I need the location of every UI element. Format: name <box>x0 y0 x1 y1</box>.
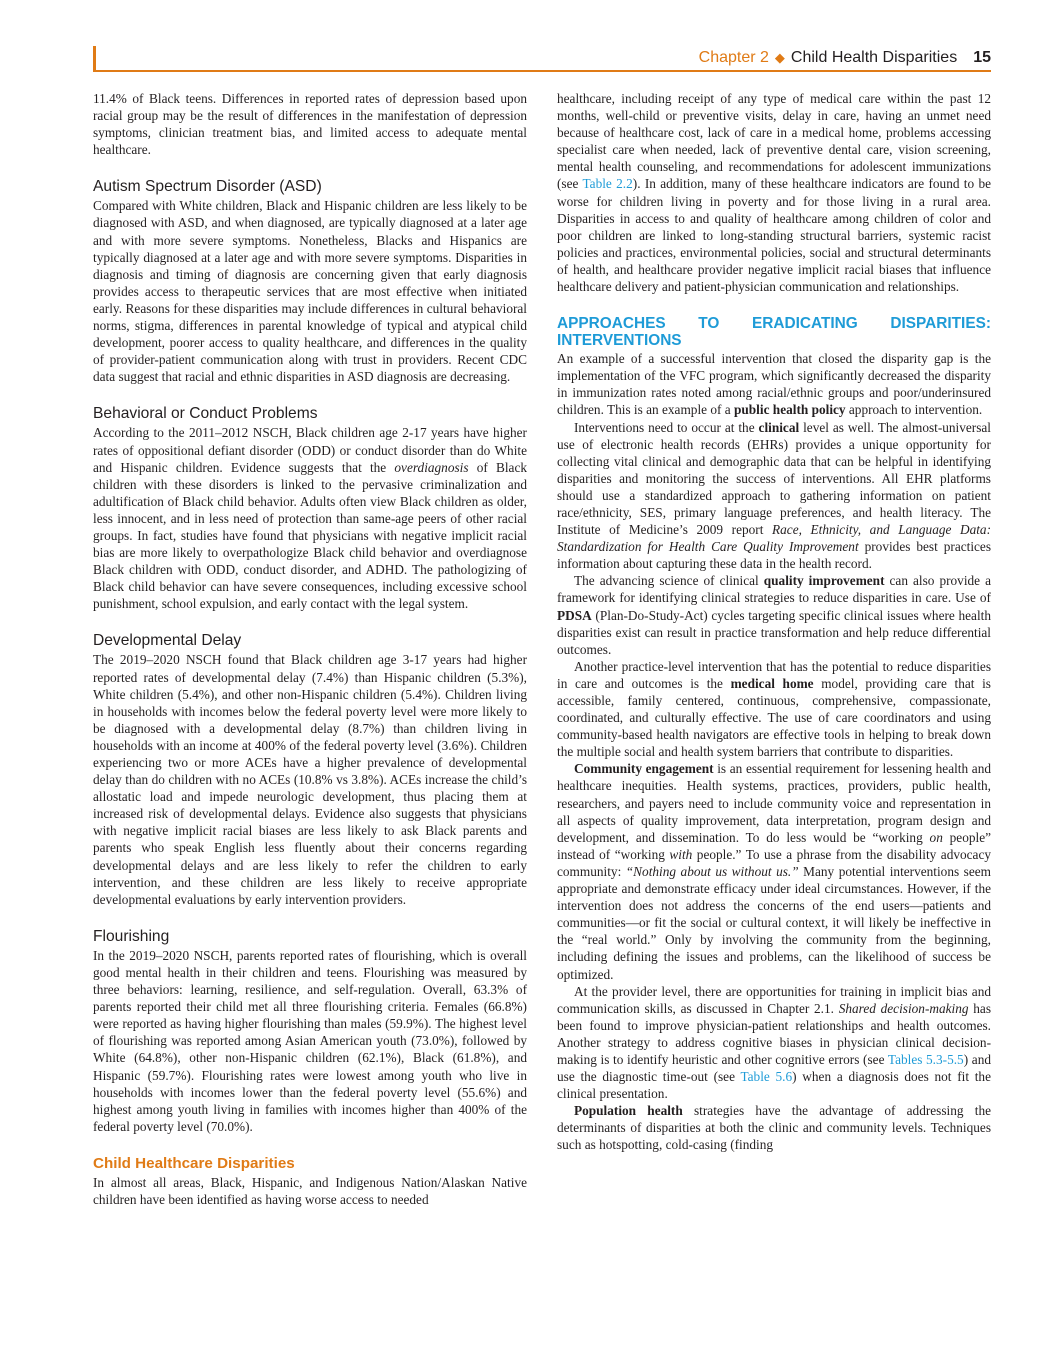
paragraph-provider-level: At the provider level, there are opportunities for training in implicit bias and communication skills, as discussed in Chapter 2.1. Shared decision-making has been found to improve physician-patient relationships and health outcomes. Another strategy to address cognitive biases in physician clinical decision-making is to identify heuristic and other cognitive errors (see Tables 5.3-5.5) and use the diagnostic time-out (see Table 5.6) when a diagnosis does not fit the clinical presentation. <box>557 983 991 1102</box>
heading-asd: Autism Spectrum Disorder (ASD) <box>93 178 322 196</box>
paragraph-intro: 11.4% of Black teens. Differences in reported rates of depression based upon racial group may be the result of differences in the manifestation of depression symptoms, clinician treatment bias, and limited access to adequate mental healthcare. <box>93 91 527 158</box>
table-2-2-link[interactable]: Table 2.2 <box>582 176 633 192</box>
tables-5-3-5-5-link[interactable]: Tables 5.3-5.5 <box>887 1051 964 1067</box>
paragraph-behavioral: According to the 2011–2012 NSCH, Black children age 2-17 years have higher rates of oppositional defiant disorder (ODD) or conduct disorder than do White and Hispanic children. Evidence suggests that the overdiagnosis of Black children with these disorders is linked to the pervasive criminalization and adultification of Black child behavior. Adults often view Black children as older, less innocent, and in less need of protection than same-age peers of other racial groups. In fact, studies have found that physicians with negative implicit racial bias are more likely to overpathologize Black child behavior and overdiagnose Black children with ODD, conduct disorder, and ADHD. The pathologizing of Black child behavior can have severe consequences, including excessive school punishment, school expulsion, and early contact with the legal system. <box>93 425 528 612</box>
right-column <box>557 90 991 1154</box>
paragraph-developmental-delay: The 2019–2020 NSCH found that Black children age 3-17 years had higher reported rates of developmental delay (7.4%) than Hispanic children (5.3%), White children (5.4%), and other non-Hispanic children (5.4%). Children living in households with incomes below the federal poverty level were more likely to be diagnosed with a developmental delay (8.7%) than children living in households with an income at 400% of the federal poverty level (3.6%). Children experiencing two or more ACEs have a higher prevalence of developmental delay than do children with no ACEs (10.8% vs 3.8%). ACEs increase the child’s allostatic load and impede neurologic development, thus placing them at increased risk of developmental delays. Evidence also suggests that physicians with negative implicit racial biases are less likely to ask Black parents and parents who speak English less fluently about their concerns regarding developmental delays and are less likely to refer the children to early intervention, and these children are less likely to receive appropriate developmental evaluations by early intervention providers. <box>93 652 527 907</box>
table-5-6-link[interactable]: Table 5.6 <box>740 1069 793 1085</box>
paragraph-clinical: Interventions need to occur at the clinical level as well. The almost-universal use of electronic health records (EHRs) provides a unique opportunity for collecting vital clinical and demographic data that can be helpful in identifying disparities and monitoring the success of interventions. All EHR platforms should use a standardized approach to gathering information on patient race/ethnicity, SES, primary language preferences, and health literacy. The Institute of Medicine’s 2009 report Race, Ethnicity, and Language Data: Standardization for Health Care Quality Improvement provides best practices information about capturing these data in the health record. <box>557 419 992 572</box>
paragraph-child-healthcare: In almost all areas, Black, Hispanic, and Indigenous Nation/Alaskan Native children have been identified as having worse access to needed <box>93 1174 527 1207</box>
paragraph-community-engagement: Community engagement is an essential requirement for lessening health and healthcare inequities. Health systems, practices, providers, public health, researchers, and payers need to include community voice and representation in all aspects of quality improvement, data interpretation, program design and development, and dissemination. To do less would be “working on people” instead of “working with people.” To use a phrase from the disability advocacy community: “Nothing about us without us.” Many potential interventions seem appropriate and demonstrate efficacy under ideal circumstances. However, if the intervention does not address the concerns of the end users—patients and communities—or fit the social or cultural context, it will likely be ineffective in the “real world.” Only by involving the community from the beginning, including defining the issues and problems, can the likelihood of success be optimized. <box>557 761 992 982</box>
paragraph-healthcare-continued: healthcare, including receipt of any type of medical care within the past 12 months, well-child or preventive visits, delay in care, having an unmet need because of healthcare cost, lack of care in a medical home, problems accessing specialist care when needed, lack of preventive dental care, vision screening, mental health counseling, and recommendations for adolescent immunizations (see Table 2.2). In addition, many of these healthcare indicators are found to be worse for children living in poverty and for those living in a rural area. Disparities in access to and quality of healthcare among children of color and poor children are linked to long-standing structural barriers, systemic racist policies and practices, environmental policies, social and structural determinants of health, and healthcare provider negative implicit racial biases that influence healthcare delivery and patient-physician communication and relationships. <box>557 91 991 295</box>
running-header <box>93 46 991 72</box>
diamond-icon: ◆ <box>774 50 785 65</box>
heading-flourishing: Flourishing <box>93 927 170 945</box>
paragraph-public-health-policy: An example of a successful intervention that closed the disparity gap is the implementation of the VFC program, which significantly decreased the disparity in immunization rates noted among racial/ethnic groups and poor/underinsured children. This is an example of a public health policy approach to intervention. <box>557 351 991 418</box>
chapter-label: Chapter 2 <box>698 49 769 66</box>
paragraph-asd: Compared with White children, Black and Hispanic children are less likely to be diagnosed with ASD, and when diagnosed, are typically diagnosed at a later age and with more severe symptoms. Nonetheless, Blacks and Hispanics are typically diagnosed at a later age and with more severe symptoms. Disparities in diagnosis and timing of diagnosis are concerning given that early diagnosis provides access to therapeutic services that are most effective when initiated early. Reasons for these disparities may include differences in cultural behavioral norms, stigma, differences in parental knowledge of typical and atypical child development, poorer access to quality healthcare, and differences in the quality of provider-patient communication along with trust in providers. Recent CDC data suggest that racial and ethnic disparities in ASD diagnosis are decreasing. <box>93 198 527 385</box>
header-rule-vertical <box>93 46 96 72</box>
chapter-title: Child Health Disparities <box>790 49 958 66</box>
heading-behavioral: Behavioral or Conduct Problems <box>93 405 318 423</box>
header-rule-horizontal <box>93 70 991 72</box>
heading-child-healthcare-disparities: Child Healthcare Disparities <box>93 1154 295 1172</box>
paragraph-medical-home: Another practice-level intervention that has the potential to reduce disparities in care and outcomes is the medical home model, providing care that is accessible, family centered, continuous, comprehensive, compassionate, coordinated, and culturally effective. The use of care coordinators and using community-based health navigators are effective tools in helping to break down the multiple social and health system barriers that contribute to disparities. <box>557 658 991 760</box>
paragraph-flourishing: In the 2019–2020 NSCH, parents reported rates of flourishing, which is overall good mental health in their children and teens. Flourishing was measured by three behaviors: learning, resilience, and self-regulation. Overall, 63.3% of parents reported their child met all three flourishing criteria. Females (66.8%) were reported as having higher flourishing than males (59.9%). The highest level of flourishing was reported among Asian American youth (73.0%), followed by White (64.8%), other non-Hispanic children (62.1%), Black (61.8%), and Hispanic (59.7%). Flourishing rates were lowest among youth who live in households with incomes lower than the federal poverty level (55.6%) and highest among youth living in families with incomes higher than 400% of the federal poverty level (70.0%). <box>93 947 527 1134</box>
page-number: 15 <box>973 49 991 66</box>
heading-developmental-delay: Developmental Delay <box>93 632 242 650</box>
paragraph-quality-improvement: The advancing science of clinical quality improvement can also provide a framework for identifying clinical strategies to reduce disparities in care. Use of PDSA (Plan-Do-Study-Act) cycles targeting specific clinical issues where health disparities exist can result in practice transformation and help reduce differential outcomes. <box>557 573 991 657</box>
heading-approaches: APPROACHES TO ERADICATING DISPARITIES: INTERVENTIONS <box>557 315 991 350</box>
paragraph-population-health: Population health strategies have the advantage of addressing the determinants of disparities at both the clinic and community levels. Techniques such as hotspotting, cold-casing (finding <box>557 1103 991 1153</box>
header-text <box>699 49 991 67</box>
left-column <box>93 90 527 1208</box>
